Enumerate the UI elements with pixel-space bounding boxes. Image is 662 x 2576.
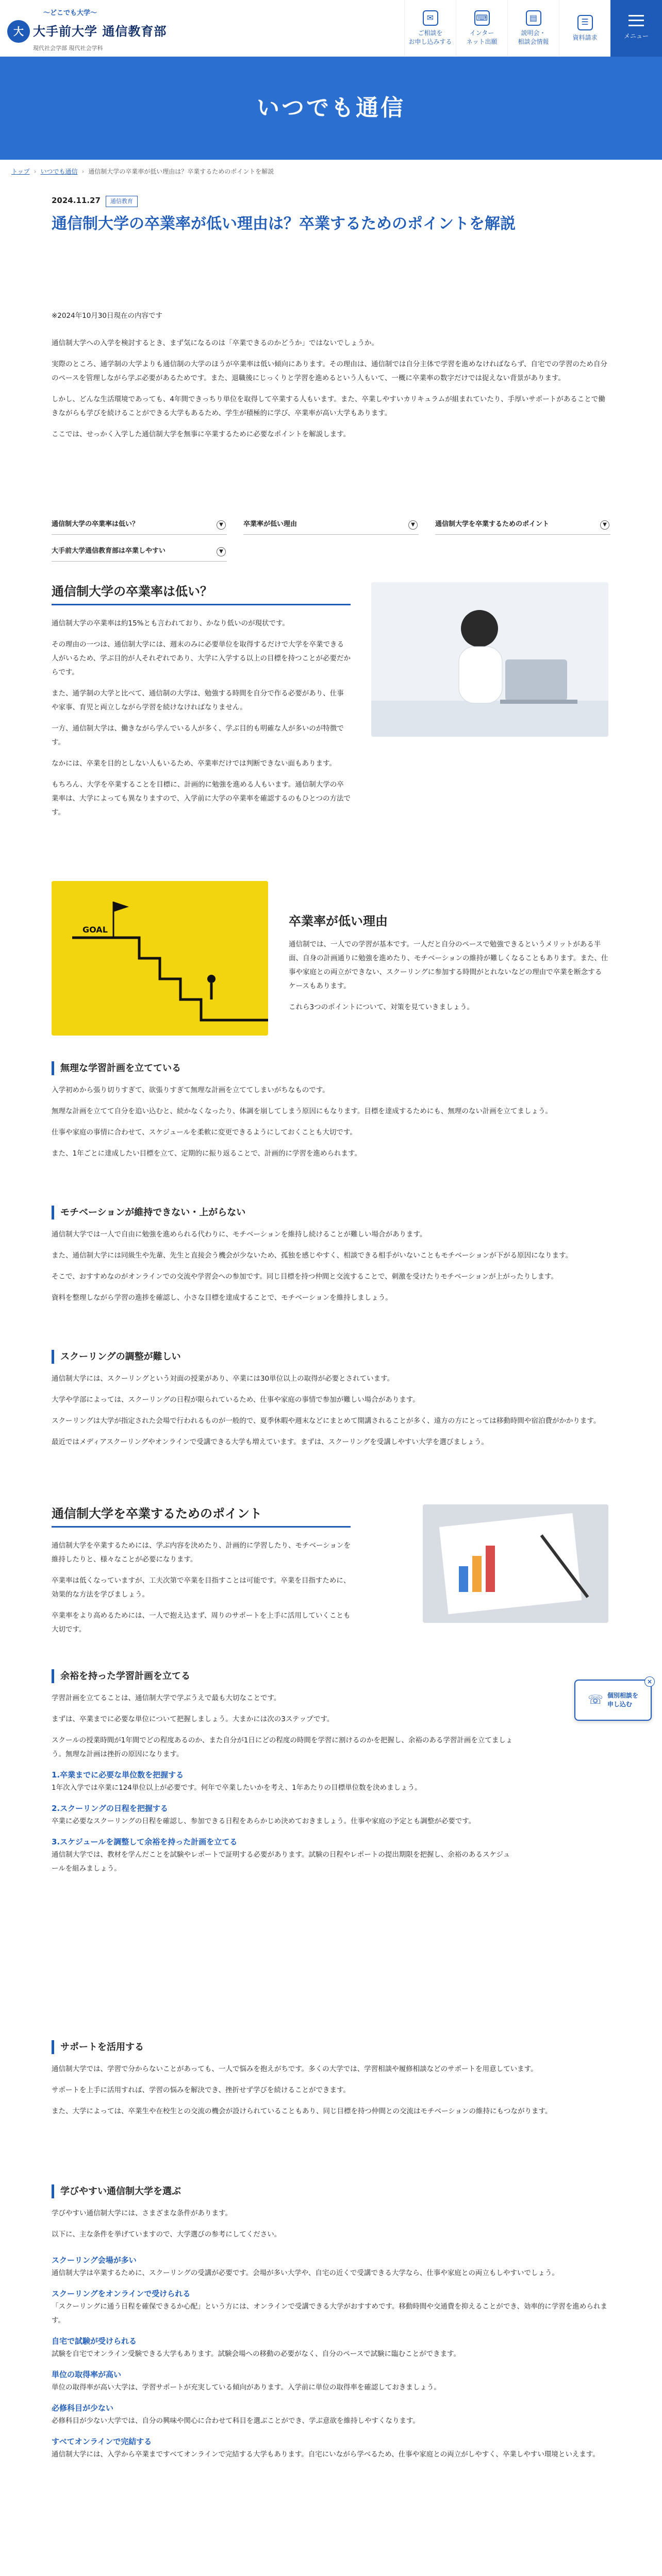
nav-apply[interactable] <box>456 0 507 57</box>
section-paragraph: 通信制大学を卒業するためには、学ぶ内容を決めたり、計画的に学習したり、モチベーションを維持したりと、様々なことが必要になります。 <box>52 1541 351 1564</box>
section-graduation-rate <box>52 582 610 827</box>
woman-laptop-photo <box>371 582 608 737</box>
criteria-text: 試験を自宅でオンライン受験できる大学もあります。試験会場への移動の必要がなく、自分のペースで試験に臨むことができます。 <box>52 2350 460 2358</box>
criteria-text: 通信制大学は卒業するために、スクーリングの受講が必要です。会場が多い大学や、自宅の近くで受講できる大学なら、仕事や家庭との両立もしやすいでしょう。 <box>52 2269 559 2277</box>
section-paragraph: 学習計画を立てることは、通信制大学で学ぶうえで最も大切なことです。 <box>52 1694 281 1702</box>
intro-paragraph: 通信制大学への入学を検討するとき、まず気になるのは「卒業できるのかどうか」ではないでしょうか。 <box>52 339 378 347</box>
toc-item-label: 通信制大学を卒業するためのポイント <box>435 520 550 528</box>
subsection-schooling <box>52 1350 610 1456</box>
phone-icon: ☏ <box>587 1692 603 1707</box>
section-paragraph: そこで、おすすめなのがオンラインでの交流や学習会への参加です。同じ目標を持つ仲間と交流することで、刺激を受けたりモチベーションが上がったりします。 <box>52 1273 558 1281</box>
toc-item-label: 卒業率が低い理由 <box>243 520 297 528</box>
section-paragraph: その理由の一つは、通信制大学には、週末のみに必要単位を取得するだけで大学を卒業できる人がいるため、学ぶ目的が人それぞれであり、大学に入学する以上の目標を持つことが必要だからです。 <box>52 640 351 676</box>
article-title: 通信制大学の卒業率が低い理由は？卒業するためのポイントを解説 <box>52 214 516 233</box>
section-paragraph: 通信制では、一人での学習が基本です。一人だと自分のペースで勉強できるというメリットがある半面、自身の計画通りに勉強を進めたり、モチベーションの維持が難しくなることもあります。また、仕事や家庭との両立ができない、スクーリングに参加する時間がとれないなどの理由で卒業を断念するケースもあります。 <box>289 940 608 990</box>
section-paragraph: 一方、通信制大学は、働きながら学んでいる人が多く、学ぶ目的も明確な人が多いのが特徴です。 <box>52 724 344 747</box>
intro-paragraph: ここでは、せっかく入学した通信制大学を無事に卒業するために必要なポイントを解説します。 <box>52 430 351 438</box>
toc-item-label: 大手前大学通信教育部は卒業しやすい <box>52 547 166 555</box>
section-paragraph: 以下に、主な条件を挙げていますので、大学選びの参考にしてください。 <box>52 2230 282 2239</box>
section-graduation-tips <box>52 1504 610 1644</box>
hero-title: いつでも通信 <box>257 95 405 122</box>
article-header <box>52 193 610 235</box>
breadcrumb <box>11 166 274 178</box>
mail-icon: ✉ <box>423 10 438 26</box>
section-paragraph: 最近ではメディアスクーリングやオンラインで受講できる大学も増えています。まずは、スクーリングを受講しやすい大学を選びましょう。 <box>52 1438 488 1446</box>
logo-tagline: 〜どこでも大学〜 <box>43 9 97 17</box>
breadcrumb-home[interactable]: トップ <box>11 168 30 175</box>
article-date: 2024.11.27 <box>52 196 101 205</box>
hero-banner <box>0 57 662 160</box>
intro-paragraph: 実際のところ、通学制の大学よりも通信制の大学のほうが卒業率は低い傾向にあります。その理由は、通信制では自分主体で学習を進めなければならず、自宅での学習のため自分のペースを管理しながら学ぶ必要があるためです。また、退職後にじっくりと学習を進めるという人もいて、一概に卒業率の数字だけでは捉えない背景があります。 <box>52 360 607 382</box>
article-intro <box>52 309 610 449</box>
nav-sessions[interactable] <box>507 0 559 57</box>
subsection-heading: サポートを活用する <box>52 2040 610 2054</box>
nav-brochure-label: 資料請求 <box>572 33 598 41</box>
document-icon: ☰ <box>577 15 593 30</box>
section-paragraph: 資料を整理しながら学習の進捗を確認し、小さな目標を達成することで、モチベーションを維持しましょう。 <box>52 1294 392 1302</box>
menu-button[interactable] <box>610 0 662 57</box>
criteria-text: 通信制大学には、入学から卒業まですべてオンラインで完結する大学もあります。自宅にいながら学べるため、仕事や家庭との両立がしやすく、卒業しやすい環境といえます。 <box>52 2450 600 2459</box>
section-paragraph: 卒業率をより高めるためには、一人で抱え込まず、周りのサポートを上手に活用していくことも大切です。 <box>52 1612 351 1634</box>
section-heading: 卒業率が低い理由 <box>289 914 388 928</box>
section-paragraph: 仕事や家庭の事情に合わせて、スケジュールを柔軟に変更できるようにしておくことも大切です。 <box>52 1128 357 1137</box>
subsection-support <box>52 2040 610 2126</box>
section-paragraph: まずは、卒業までに必要な単位について把握しましょう。大まかには次の3ステップです。 <box>52 1715 334 1723</box>
arrow-down-icon: ▼ <box>408 520 418 530</box>
nav-brochure[interactable] <box>559 0 610 57</box>
section-paragraph: 大学や学部によっては、スクーリングの日程が限られているため、仕事や家庭の事情で参加が難しい場合があります。 <box>52 1396 420 1404</box>
hamburger-icon <box>628 15 644 26</box>
criteria-heading: 必修科目が少ない <box>52 2403 114 2413</box>
subsection-heading: 無理な学習計画を立てている <box>52 1061 610 1075</box>
section-paragraph: これら3つのポイントについて、対策を見ていきましょう。 <box>289 1003 474 1011</box>
section-paragraph: 卒業率は低くなっていますが、工夫次第で卒業を目指すことは可能です。卒業を目指すために、効果的な方法を学びましょう。 <box>52 1577 351 1599</box>
section-paragraph: 通信制大学の卒業率は約15%とも言われており、かなり低いのが現状です。 <box>52 619 289 628</box>
nav-consult-label: ご相談を お申し込みする <box>408 29 452 45</box>
section-paragraph: また、通信制大学には同級生や先輩、先生と直接会う機会が少ないため、孤独を感じやすく、相談できる相手がいないこともモチベーションが下がる原因になります。 <box>52 1251 573 1260</box>
notes-writing-photo <box>423 1504 608 1623</box>
logo-mark: 大 <box>7 20 30 43</box>
calendar-icon: ▤ <box>526 10 541 26</box>
section-heading: 通信制大学を卒業するためのポイント <box>52 1504 351 1528</box>
step-text: 1年次入学では卒業に124単位以上が必要です。何年で卒業したいかを考え、1年あたりの目標単位数を決めましょう。 <box>52 1784 422 1792</box>
keyboard-icon: ⌨ <box>474 10 490 26</box>
toc-item[interactable] <box>52 515 227 535</box>
subsection-heading: 余裕を持った学習計画を立てる <box>52 1669 610 1683</box>
criteria-text: 「スクーリングに通う日程を確保できるか心配」という方には、オンラインで受講できる大学がおすすめです。移動時間や交通費を抑えることができ、効率的に学習を進められます。 <box>52 2302 607 2325</box>
criteria-text: 単位の取得率が高い大学は、学習サポートが充実している傾向があります。入学前に単位の取得率を確認しておきましょう。 <box>52 2383 441 2392</box>
criteria-text: 必修科目が少ない大学では、自分の興味や関心に合わせて科目を選ぶことができ、学ぶ意欲を維持しやすくなります。 <box>52 2417 420 2425</box>
section-paragraph: なかには、卒業を目的としない人もいるため、卒業率だけでは判断できない面もあります。 <box>52 759 336 768</box>
article-note: ※2024年10月30日現在の内容です <box>52 312 163 320</box>
nav-sessions-label: 説明会・ 相談会情報 <box>518 29 549 45</box>
intro-paragraph: しかし、どんな生活環境であっても、4年間できっちり単位を取得して卒業する人もいます。また、卒業しやすいカリキュラムが組まれていたり、手厚いサポートがあることで働きながらも学びを続けることができる大学もあるため、学生が積極的に学び、卒業率が高い大学もあります。 <box>52 395 605 417</box>
table-of-contents <box>52 515 610 562</box>
section-paragraph: スクーリングは大学が指定された会場で行われるものが一般的で、夏季休暇や週末などにまとめて開講されることが多く、遠方の方にとっては移動時間や宿泊費がかかります。 <box>52 1417 601 1425</box>
close-icon[interactable]: × <box>644 1676 655 1687</box>
menu-label: メニュー <box>623 32 649 40</box>
site-header <box>0 0 662 57</box>
arrow-down-icon: ▼ <box>217 547 226 556</box>
header-nav <box>404 0 662 57</box>
criteria-heading: 自宅で試験が受けられる <box>52 2336 137 2346</box>
criteria-heading: スクーリングをオンラインで受けられる <box>52 2289 191 2298</box>
subsection-planning <box>52 1669 610 1883</box>
breadcrumb-separator: › <box>81 168 85 175</box>
breadcrumb-parent[interactable]: いつでも通信 <box>40 168 78 175</box>
section-paragraph: 無理な計画を立てて自分を追い込むと、続かなくなったり、体調を崩してしまう原因にもなります。目標を達成するためにも、無理のない計画を立てましょう。 <box>52 1107 552 1115</box>
step-heading: 2.スクーリングの日程を把握する <box>52 1804 168 1813</box>
subsection-motivation <box>52 1206 610 1312</box>
toc-item-label: 通信制大学の卒業率は低い？ <box>52 520 139 528</box>
goal-stairs-illustration <box>52 881 268 1036</box>
step-heading: 1.卒業までに必要な単位数を把握する <box>52 1770 184 1780</box>
breadcrumb-current: 通信制大学の卒業率が低い理由は？卒業するためのポイントを解説 <box>88 168 274 175</box>
step-heading: 3.スケジュールを調整して余裕を持った計画を立てる <box>52 1837 238 1846</box>
subsection-heading: 学びやすい通信制大学を選ぶ <box>52 2184 610 2198</box>
section-paragraph: サポートを上手に活用すれば、学習の悩みを解決でき、挫折せず学びを続けることができます。 <box>52 2086 350 2094</box>
section-paragraph: 通信制大学では、学習で分からないことがあっても、一人で悩みを抱えがちです。多くの大学では、学習相談や履修相談などのサポートを用意しています。 <box>52 2065 538 2073</box>
section-paragraph: また、通学制の大学と比べて、通信制の大学は、勉強する時間を自分で作る必要があり、仕事や家事、育児と両立しながら学習を続けなければなりません。 <box>52 689 344 711</box>
step-text: 卒業に必要なスクーリングの日程を確認し、参加できる日程をあらかじめ決めておきましょう。仕事や家庭の予定とも調整が必要です。 <box>52 1817 476 1825</box>
subsection-choose-university <box>52 2184 610 2469</box>
subsection-heading: スクーリングの調整が難しい <box>52 1350 610 1364</box>
section-paragraph: もちろん、大学を卒業することを目標に、計画的に勉強を進める人もいます。通信制大学の卒業率は、大学によっても異なりますので、入学前に大学の卒業率を確認するのもひとつの方法です。 <box>52 781 351 817</box>
criteria-heading: すべてオンラインで完結する <box>52 2437 152 2446</box>
arrow-down-icon: ▼ <box>217 520 226 530</box>
nav-apply-label: インター ネット出願 <box>466 29 498 45</box>
subsection-overplanning <box>52 1061 610 1168</box>
goal-label: GOAL <box>82 925 108 935</box>
section-paragraph: スクールの授業時間が1年間でどの程度あるのか、また自分が1日にどの程度の時間を学習に割けるのかを把握し、余裕のある学習計画を立てましょう。無理な計画は挫折の原因になります。 <box>52 1736 513 1758</box>
section-paragraph: 通信制大学には、スクーリングという対面の授業があり、卒業には30単位以上の取得が必要とされています。 <box>52 1375 394 1383</box>
breadcrumb-separator: › <box>34 168 37 175</box>
subsection-heading: モチベーションが維持できない・上がらない <box>52 1206 610 1219</box>
logo-brand: 大手前大学 通信教育部 <box>33 24 167 39</box>
toc-item[interactable] <box>52 542 227 562</box>
consult-floating-banner[interactable] <box>574 1680 652 1721</box>
category-badge[interactable]: 通信教育 <box>106 196 138 207</box>
criteria-heading: 単位の取得率が高い <box>52 2370 122 2379</box>
site-logo[interactable] <box>7 7 193 54</box>
nav-consult[interactable] <box>404 0 456 57</box>
section-paragraph: また、1年ごとに達成したい目標を立て、定期的に振り返ることで、計画的に学習を進められます。 <box>52 1149 361 1158</box>
section-paragraph: 学びやすい通信制大学には、さまざまな条件があります。 <box>52 2209 232 2217</box>
criteria-heading: スクーリング会場が多い <box>52 2256 137 2265</box>
step-text: 通信制大学では、教材を学んだことを試験やレポートで証明する必要があります。試験の日程やレポートの提出期限を把握し、余裕のあるスケジュールを組みましょう。 <box>52 1851 510 1873</box>
arrow-down-icon: ▼ <box>600 520 609 530</box>
section-heading: 通信制大学の卒業率は低い？ <box>52 582 351 605</box>
section-paragraph: 入学初めから張り切りすぎて、欲張りすぎて無理な計画を立ててしまいがちなものです。 <box>52 1086 329 1094</box>
consult-banner-label: 個別相談を 申し込む <box>607 1692 639 1708</box>
toc-item[interactable] <box>435 515 610 535</box>
logo-subtitle: 現代社会学部 現代社会学科 <box>33 45 103 52</box>
toc-item[interactable] <box>243 515 419 535</box>
section-paragraph: また、大学によっては、卒業生や在校生との交流の機会が設けられていることもあり、同じ目標を持つ仲間との交流はモチベーションの維持にもつながります。 <box>52 2107 552 2115</box>
section-paragraph: 通信制大学では一人で自由に勉強を進められる代わりに、モチベーションを維持し続けることが難しい場合があります。 <box>52 1230 427 1239</box>
